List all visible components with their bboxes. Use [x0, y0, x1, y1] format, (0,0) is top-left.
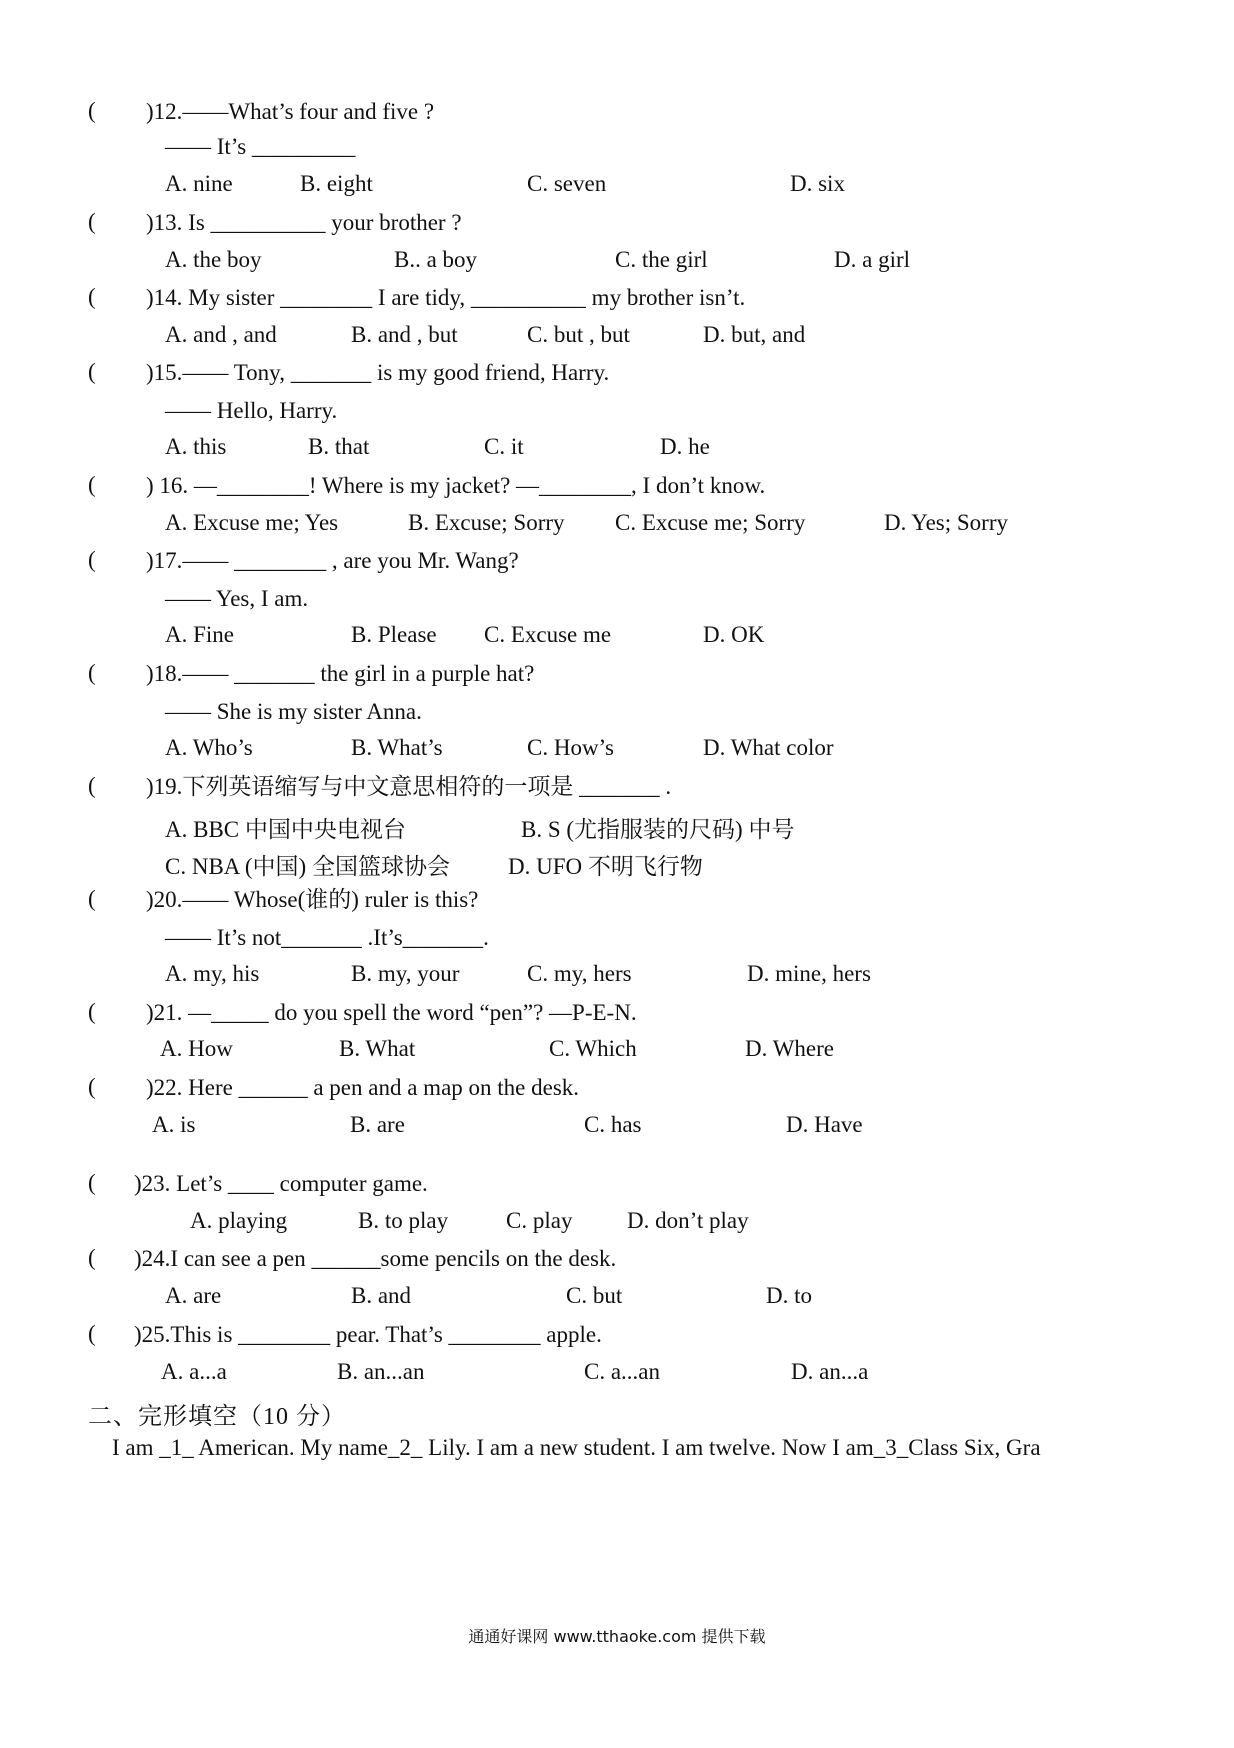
option-b: B. to play	[358, 1208, 449, 1233]
answer-paren: (	[88, 547, 96, 572]
answer-paren: (	[88, 773, 96, 798]
option-c: C. it	[484, 434, 524, 459]
question-stem: )14. My sister ________ I are tidy, __________ my brother isn’t.	[146, 285, 746, 310]
answer-paren: (	[88, 660, 96, 685]
option-c: C. Excuse me	[484, 622, 612, 647]
answer-paren: (	[88, 1245, 96, 1270]
footer-source: 通通好课网 www.tthaoke.com 提供下载	[468, 1627, 766, 1646]
question-stem: )17.—— ________ , are you Mr. Wang?	[146, 548, 519, 573]
option-d: D. six	[790, 171, 845, 196]
question-sub: —— It’s not_______ .It’s_______.	[165, 925, 489, 950]
option-d: D. Have	[786, 1112, 863, 1137]
option-d: D. to	[766, 1283, 812, 1308]
option-b: B. an...an	[337, 1359, 425, 1384]
option-c: C. but	[566, 1283, 623, 1308]
option-a: A. BBC 中国中央电视台	[165, 817, 406, 842]
question-stem: )15.—— Tony, _______ is my good friend, Harry.	[146, 360, 610, 385]
option-c: C. has	[584, 1112, 642, 1137]
answer-paren: (	[88, 886, 96, 911]
option-c: C. Which	[549, 1036, 637, 1061]
option-c: C. NBA (中国) 全国篮球协会	[165, 854, 450, 879]
question-stem: )24.I can see a pen ______some pencils on the desk.	[134, 1246, 617, 1271]
option-a: A. Fine	[165, 622, 234, 647]
option-d: D. UFO 不明飞行物	[508, 854, 703, 879]
option-c: C. but , but	[527, 322, 630, 347]
option-d: D. OK	[703, 622, 765, 647]
option-a: A. and , and	[165, 322, 277, 347]
option-d: D. but, and	[703, 322, 806, 347]
answer-paren: (	[88, 1170, 96, 1195]
option-c: C. the girl	[615, 247, 708, 272]
answer-paren: (	[88, 472, 96, 497]
option-a: A. nine	[165, 171, 233, 196]
section-title: 二、完形填空（10 分）	[88, 1404, 346, 1430]
option-b: B. S (尤指服装的尺码) 中号	[521, 817, 795, 842]
option-b: B. are	[350, 1112, 405, 1137]
question-stem: )12.——What’s four and five ?	[146, 99, 435, 124]
option-d: D. he	[660, 434, 710, 459]
option-b: B. that	[308, 434, 370, 459]
cloze-passage: I am _1_ American. My name_2_ Lily. I am a new student. I am twelve. Now I am_3_Class Six, Gra	[112, 1435, 1041, 1460]
question-stem: )22. Here ______ a pen and a map on the desk.	[146, 1075, 580, 1100]
option-c: C. How’s	[527, 735, 614, 760]
option-d: D. Yes; Sorry	[884, 510, 1008, 535]
option-a: A. are	[165, 1283, 222, 1308]
option-a: A. Who’s	[165, 735, 253, 760]
question-stem: )21. —_____ do you spell the word “pen”? —P-E-N.	[146, 1000, 637, 1025]
option-a: A. my, his	[165, 961, 260, 986]
question-sub: —— Hello, Harry.	[165, 398, 338, 423]
answer-paren: (	[88, 98, 96, 123]
option-a: A. this	[165, 434, 227, 459]
option-c: C. play	[506, 1208, 573, 1233]
option-d: D. mine, hers	[747, 961, 871, 986]
option-c: C. Excuse me; Sorry	[615, 510, 806, 535]
option-c: C. seven	[527, 171, 607, 196]
question-sub: —— She is my sister Anna.	[165, 699, 422, 724]
option-b: B. Please	[351, 622, 437, 647]
answer-paren: (	[88, 209, 96, 234]
answer-paren: (	[88, 999, 96, 1024]
answer-paren: (	[88, 284, 96, 309]
option-b: B. my, your	[351, 961, 460, 986]
option-b: B. eight	[300, 171, 373, 196]
question-stem: )18.—— _______ the girl in a purple hat?	[146, 661, 535, 686]
question-sub: —— Yes, I am.	[165, 586, 309, 611]
option-a: A. is	[152, 1112, 196, 1137]
option-d: D. a girl	[834, 247, 911, 272]
answer-paren: (	[88, 1074, 96, 1099]
option-a: A. Excuse me; Yes	[165, 510, 339, 535]
option-b: B. and	[351, 1283, 412, 1308]
answer-paren: (	[88, 359, 96, 384]
question-stem: )13. Is __________ your brother ?	[146, 210, 462, 235]
question-sub: —— It’s _________	[165, 134, 356, 159]
option-a: A. a...a	[161, 1359, 227, 1384]
option-d: D. What color	[703, 735, 834, 760]
option-d: D. Where	[745, 1036, 834, 1061]
option-b: B. What	[339, 1036, 416, 1061]
option-a: A. playing	[190, 1208, 288, 1233]
option-b: B. What’s	[351, 735, 443, 760]
question-stem: ) 16. —________! Where is my jacket? —________, I don’t know.	[146, 473, 766, 498]
answer-paren: (	[88, 1321, 96, 1346]
option-b: B.. a boy	[394, 247, 478, 272]
question-stem: )25.This is ________ pear. That’s ________ apple.	[134, 1322, 602, 1347]
option-c: C. a...an	[584, 1359, 661, 1384]
option-d: D. an...a	[791, 1359, 869, 1384]
option-c: C. my, hers	[527, 961, 632, 986]
question-stem: )20.—— Whose(谁的) ruler is this?	[146, 887, 479, 912]
question-stem: )19.下列英语缩写与中文意思相符的一项是 _______ .	[146, 774, 672, 799]
option-a: A. How	[160, 1036, 233, 1061]
option-a: A. the boy	[165, 247, 262, 272]
question-stem: )23. Let’s ____ computer game.	[134, 1171, 428, 1196]
option-d: D. don’t play	[627, 1208, 749, 1233]
option-b: B. Excuse; Sorry	[408, 510, 565, 535]
option-b: B. and , but	[351, 322, 458, 347]
